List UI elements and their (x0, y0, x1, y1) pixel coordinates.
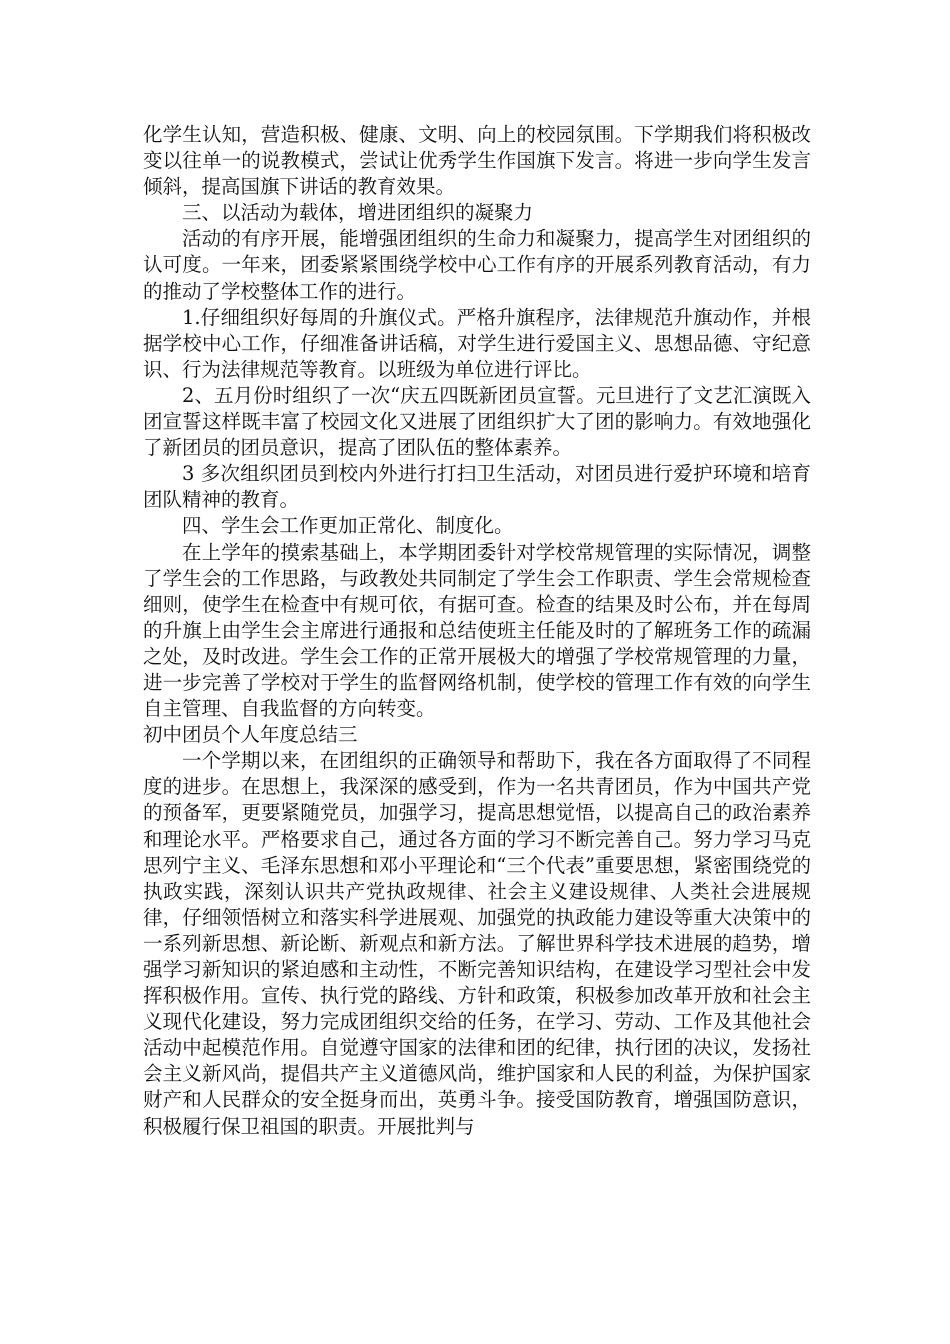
list-item: 3 多次组织团员到校内外进行打扫卫生活动，对团员进行爱护环境和培育团队精神的教育。 (143, 462, 811, 512)
paragraph: 在上学年的摸索基础上，本学期团委针对学校常规管理的实际情况，调整了学生会的工作思路，与政教处共同制定了学生会工作职责、学生会常规检查细则，使学生在检查中有规可依，有据可查。检查的结果及时公布，并在每周的升旗上由学生会主席进行通报和总结使班主任能及时的了解班务工作的疏漏之处，及时改进。学生会工作的正常开展极大的增强了学校常规管理的力量，进一步完善了学校对于学生的监督网络机制，使学校的管理工作有效的向学生自主管理、自我监督的方向转变。 (143, 540, 811, 721)
section-heading: 三、以活动为载体，增进团组织的凝聚力 (182, 201, 534, 225)
paragraph: 一个学期以来，在团组织的正确领导和帮助下，我在各方面取得了不同程度的进步。在思想上，我深深的感受到，作为一名共青团员，作为中国共产党的预备军，更要紧随党员，加强学习，提高思想觉悟，以提高自己的政治素养和理论水平。严格要求自己，通过各方面的学习不断完善自己。努力学习马克思列宁主义、毛泽东思想和邓小平理论和“三个代表”重要思想，紧密围绕党的执政实践，深刻认识共产党执政规律、社会主义建设规律、人类社会进展规律，仔细领悟树立和落实科学进展观、加强党的执政能力建设等重大决策中的一系列新思想、新论断、新观点和新方法。了解世界科学技术进展的趋势，增强学习新知识的紧迫感和主动性，不断完善知识结构，在建设学习型社会中发挥积极作用。宣传、执行党的路线、方针和政策，积极参加改革开放和社会主义现代化建设，努力完成团组织交给的任务，在学习、劳动、工作及其他社会活动中起模范作用。自觉遵守国家的法律和团的纪律，执行团的决议，发扬社会主义新风尚，提倡共产主义道德风尚，维护国家和人民的利益，为保护国家财产和人民群众的安全挺身而出，英勇斗争。接受国防教育，增强国防意识，积极履行保卫祖国的职责。开展批判与 (143, 749, 811, 1138)
list-item: 2、五月份时组织了一次“庆五四既新团员宣誓。元旦进行了文艺汇演既入团宣誓这样既丰富了校园文化又进展了团组织扩大了团的影响力。有效地强化了新团员的团员意识，提高了团队伍的整体素养。 (143, 383, 811, 460)
document-body (143, 122, 811, 1140)
paragraph: 化学生认知，营造积极、健康、文明、向上的校园氛围。下学期我们将积极改变以往单一的说教模式，尝试让优秀学生作国旗下发言。将进一步向学生发言倾斜，提高国旗下讲话的教育效果。 (143, 123, 811, 199)
paragraph: 活动的有序开展，能增强团组织的生命力和凝聚力，提高学生对团组织的认可度。一年来，团委紧紧围绕学校中心工作有序的开展系列教育活动，有力的推动了学校整体工作的进行。 (143, 227, 811, 303)
document-title: 初中团员个人年度总结三 (143, 723, 358, 747)
list-item: 1.仔细组织好每周的升旗仪式。严格升旗程序，法律规范升旗动作，并根据学校中心工作，仔细准备讲话稿，对学生进行爱国主义、思想品德、守纪意识、行为法律规范等教育。以班级为单位进行评比。 (143, 305, 811, 381)
section-heading: 四、学生会工作更加正常化、制度化。 (182, 514, 514, 538)
